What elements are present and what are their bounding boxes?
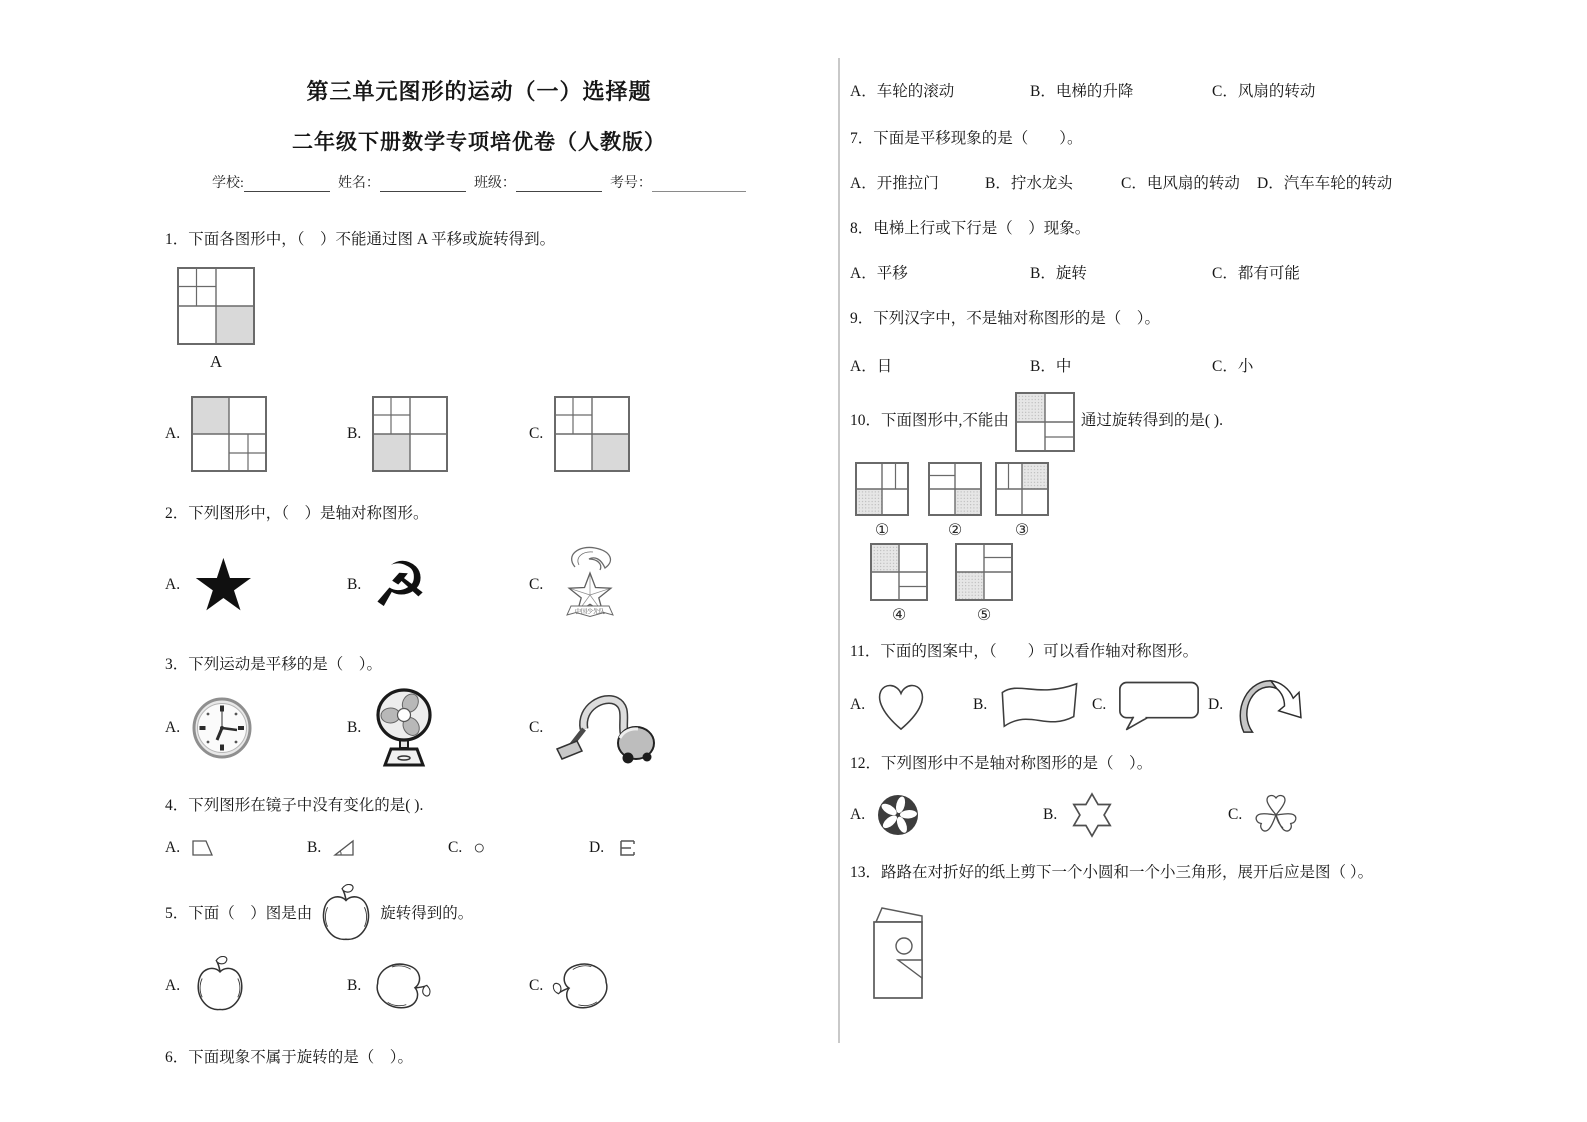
question-9-text: 9．下列汉字中，不是轴对称图形的是（ ）。	[850, 309, 1161, 327]
badge-ribbon-text: 中国少先队	[575, 609, 606, 616]
question-5-text-after: 旋转得到的。	[380, 905, 474, 923]
grid-option-2	[928, 462, 982, 516]
q12-option-b	[1043, 789, 1228, 841]
q11-option-b-label: B.	[973, 696, 988, 714]
q6-option-c: C．风扇的转动	[1212, 83, 1316, 100]
q4-option-b-label: B.	[307, 839, 322, 857]
question-8-options	[850, 264, 1466, 285]
wavy-flag-icon	[995, 677, 1083, 733]
left-column	[165, 75, 793, 1069]
question-12-text: 12．下列图形中不是轴对称图形的是（ ）。	[850, 755, 1153, 773]
question-11-text: 11．下面的图案中，（ ）可以看作轴对称图形。	[850, 642, 1199, 660]
q10-option-5-label: ⑤	[976, 604, 992, 624]
school-label: 学校:	[212, 176, 244, 191]
question-1-options	[165, 396, 793, 472]
question-13-figure	[864, 896, 1466, 1004]
q3-option-b	[347, 688, 529, 768]
q1-option-a-label: A.	[165, 424, 181, 442]
apple-reference-icon	[316, 884, 376, 946]
q2-option-a-label: A.	[165, 575, 181, 593]
curved-arrow-icon	[1231, 674, 1307, 736]
q7-option-d: D．汽车车轮的转动	[1257, 174, 1393, 192]
apple-rotated-right-icon	[368, 953, 435, 1018]
vacuum-cleaner-icon	[554, 691, 658, 765]
class-label: 班级：	[473, 176, 516, 191]
q9-option-a: A．日	[850, 357, 893, 375]
question-10-options-row-1	[850, 462, 1466, 539]
name-blank	[380, 176, 466, 192]
grid-option-4	[870, 543, 928, 601]
class-blank	[516, 176, 602, 192]
question-6-text: 6．下面现象不属于旋转的是（ ）。	[165, 1048, 414, 1066]
q7-option-c: C．电风扇的转动	[1121, 174, 1240, 192]
q4-option-d	[589, 838, 709, 858]
question-12-options	[850, 789, 1466, 841]
q3-option-c-label: C.	[529, 718, 544, 736]
q5-option-a	[165, 956, 347, 1016]
question-13-text: 13．路路在对折好的纸上剪下一个小圆和一个小三角形，展开后应是图（ ）。	[850, 864, 1374, 882]
q2-option-a	[165, 542, 347, 627]
question-5-line	[165, 884, 473, 946]
grid-option-a	[191, 396, 267, 472]
q4-option-b	[307, 838, 448, 858]
grid-q10-reference	[1015, 392, 1075, 452]
question-10-text-after: 通过旋转得到的是( ).	[1080, 412, 1223, 430]
q10-option-5	[955, 543, 1013, 624]
q8-option-c: C．都有可能	[1212, 264, 1300, 282]
clock-icon	[191, 696, 253, 760]
young-pioneers-badge-icon	[554, 543, 626, 627]
q6-option-a: A．车轮的滚动	[850, 83, 955, 100]
hammer-sickle-icon: ☭	[372, 547, 428, 621]
student-info-fields	[165, 172, 793, 192]
q11-option-d	[1208, 674, 1466, 736]
q7-option-a: A．开推拉门	[850, 174, 939, 192]
q3-option-a	[165, 696, 347, 760]
trapezoid-shape-icon	[191, 838, 215, 858]
q4-option-a-label: A.	[165, 839, 181, 857]
q1-option-b	[347, 396, 529, 472]
q2-option-b	[347, 547, 529, 621]
q11-option-a-label: A.	[850, 696, 866, 714]
grid-option-b	[372, 396, 448, 472]
q1-option-a	[165, 396, 347, 472]
q11-option-c	[1092, 678, 1208, 732]
q5-option-a-label: A.	[165, 976, 181, 994]
q11-option-c-label: C.	[1092, 696, 1107, 714]
clover-icon	[1253, 791, 1299, 839]
q2-option-b-label: B.	[347, 575, 362, 593]
q4-option-a	[165, 838, 307, 858]
exam-no-label: 考号：	[609, 176, 652, 191]
q5-option-b-label: B.	[347, 976, 362, 994]
q9-option-c: C．小	[1212, 357, 1254, 375]
question-10-line	[850, 392, 1223, 452]
exam-no-blank	[652, 176, 746, 192]
column-divider	[838, 58, 840, 1043]
question-4-text: 4．下列图形在镜子中没有变化的是( ).	[165, 796, 424, 814]
question-3-options	[165, 688, 793, 768]
school-blank	[244, 176, 330, 192]
q8-option-b: B．旋转	[1030, 264, 1087, 282]
q12-option-c-label: C.	[1228, 806, 1243, 824]
q12-option-b-label: B.	[1043, 806, 1058, 824]
q3-option-c	[529, 691, 711, 765]
q4-option-d-label: D.	[589, 839, 605, 857]
q4-option-c-label: C.	[448, 839, 463, 857]
triangle-shape-icon	[332, 838, 356, 858]
q3-option-a-label: A.	[165, 718, 181, 736]
q9-option-b: B．中	[1030, 357, 1072, 375]
q12-option-c	[1228, 791, 1466, 839]
q1-option-c-label: C.	[529, 424, 544, 442]
q10-option-2-label: ②	[947, 519, 963, 539]
question-10-options-row-2	[850, 543, 1466, 624]
q6-option-b: B．电梯的升降	[1030, 83, 1134, 100]
q10-option-3	[995, 462, 1049, 539]
grid-option-5	[955, 543, 1013, 601]
question-10-text-before: 10．下面图形中,不能由	[850, 412, 1009, 430]
star-icon: ★	[191, 542, 256, 627]
question-3-text: 3．下列运动是平移的是（ ）。	[165, 655, 383, 673]
speech-bubble-icon	[1114, 678, 1204, 732]
grid-option-1	[855, 462, 909, 516]
question-2-options	[165, 543, 793, 627]
heart-outline-icon	[873, 675, 929, 735]
bauhinia-emblem-icon	[876, 793, 920, 837]
q10-option-1	[855, 462, 909, 539]
question-7-options	[850, 174, 1466, 195]
q10-option-1-label: ①	[874, 519, 890, 539]
grid-option-c	[554, 396, 630, 472]
question-9-options	[850, 354, 1466, 376]
question-7-text: 7．下面是平移现象的是（ ）。	[850, 129, 1083, 147]
q5-option-c	[529, 956, 711, 1016]
folded-paper-icon	[864, 896, 1466, 1004]
q11-option-a	[850, 675, 973, 735]
name-label: 姓名：	[337, 176, 380, 191]
grid-figure-a	[177, 267, 255, 345]
q8-option-a: A．平移	[850, 264, 908, 282]
six-pointed-star-icon	[1068, 789, 1116, 841]
question-1-figure-a	[177, 267, 255, 372]
question-2-text: 2．下列图形中，（ ）是轴对称图形。	[165, 504, 429, 522]
q12-option-a-label: A.	[850, 806, 866, 824]
question-8-text: 8．电梯上行或下行是（ ）现象。	[850, 219, 1091, 237]
right-column	[850, 82, 1466, 1004]
apple-rotated-left-icon	[549, 952, 617, 1019]
q2-option-c-label: C.	[529, 575, 544, 593]
q5-option-b	[347, 956, 529, 1016]
q3-option-b-label: B.	[347, 718, 362, 736]
q10-option-2	[928, 462, 982, 539]
q10-option-3-label: ③	[1014, 519, 1030, 539]
q10-option-4-label: ④	[891, 604, 907, 624]
question-6-options	[850, 82, 1466, 103]
question-5-options	[165, 956, 793, 1016]
question-4-options	[165, 837, 793, 860]
q11-option-d-label: D.	[1208, 696, 1224, 714]
q5-option-c-label: C.	[529, 976, 544, 994]
page-subtitle: 二年级下册数学专项培优卷（人教版）	[292, 130, 666, 154]
question-5-text-before: 5．下面（ ）图是由	[165, 905, 313, 923]
q2-option-c	[529, 543, 711, 627]
q10-option-4	[870, 543, 928, 624]
question-11-options	[850, 674, 1466, 736]
q7-option-b: B．拧水龙头	[985, 174, 1073, 192]
q1-option-b-label: B.	[347, 424, 362, 442]
q4-option-c	[448, 837, 589, 860]
q1-option-c	[529, 396, 711, 472]
apple-upright-icon	[191, 956, 249, 1016]
e-shape-icon	[615, 838, 637, 858]
page-title: 第三单元图形的运动（一）选择题	[306, 79, 652, 104]
electric-fan-icon	[372, 688, 436, 768]
circle-shape-icon: ○	[473, 836, 486, 859]
question-1-text: 1．下面各图形中，（ ）不能通过图 A 平移或旋转得到。	[165, 231, 556, 248]
q11-option-b	[973, 677, 1092, 733]
q12-option-a	[850, 793, 1043, 837]
figure-a-label: A	[209, 351, 223, 371]
grid-option-3	[995, 462, 1049, 516]
